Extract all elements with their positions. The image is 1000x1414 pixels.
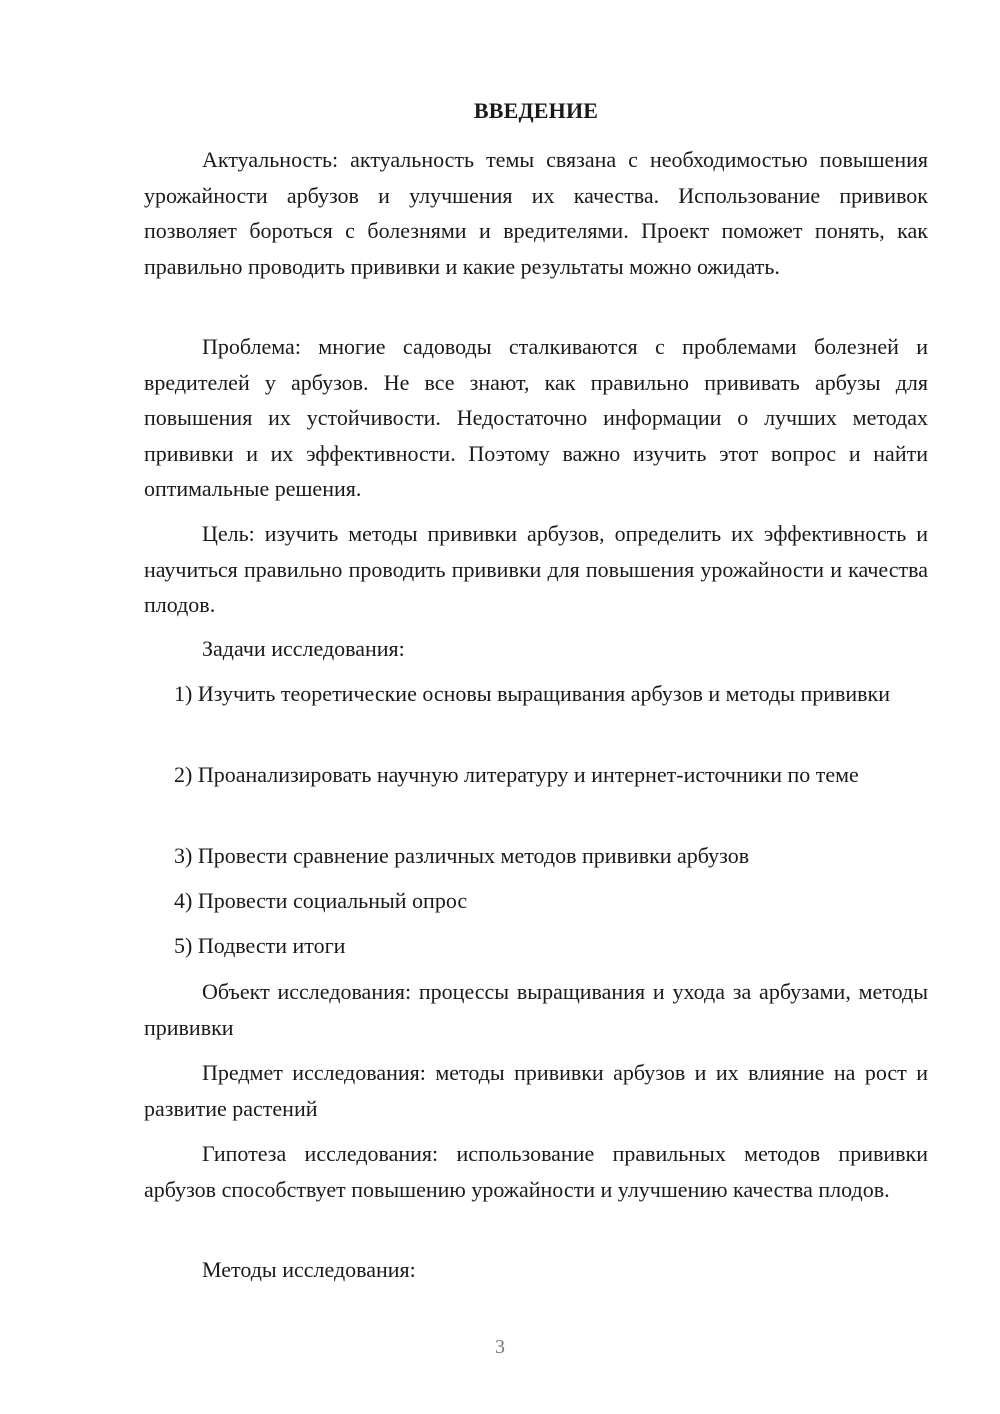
list-item: 4) Провести социальный опрос [174,888,468,913]
list-item: 3) Провести сравнение различных методов прививки арбузов [174,843,750,868]
paragraph-goal: Цель: изучить методы прививки арбузов, определить их эффективность и научиться правильно проводить прививки для повышения урожайности и качества плодов. [144,521,928,617]
paragraph-problem: Проблема: многие садоводы сталкиваются с проблемами болезней и вредителей у арбузов. Не все знают, как правильно прививать арбузы для повышения их устойчивости. Недостаточно информации о лучших методах прививки и их эффективности. Поэтому важно изучить этот вопрос и найти оптимальные решения. [144,334,928,501]
list-item: 5) Подвести итоги [174,933,346,958]
paragraph-subject: Предмет исследования: методы прививки арбузов и их влияние на рост и развитие растений [144,1060,928,1121]
methods-heading: Методы исследования: [202,1257,416,1282]
page-title: ВВЕДЕНИЕ [473,98,599,123]
paragraph-hypothesis: Гипотеза исследования: использование правильных методов прививки арбузов способствует повышению урожайности и улучшению качества плодов. [144,1141,928,1202]
page-number: 3 [495,1336,505,1358]
list-item: 1) Изучить теоретические основы выращивания арбузов и методы прививки [174,681,891,706]
document-page [144,0,928,1414]
tasks-heading: Задачи исследования: [202,636,405,661]
list-item: 2) Проанализировать научную литературу и интернет-источники по теме [174,762,859,787]
paragraph-relevance: Актуальность: актуальность темы связана с необходимостью повышения урожайности арбузов и улучшения их качества. Использование прививок позволяет бороться с болезнями и вредителями. Проект поможет понять, как правильно проводить прививки и какие результаты можно ожидать. [144,147,928,279]
paragraph-object: Объект исследования: процессы выращивания и ухода за арбузами, методы прививки [144,979,928,1040]
